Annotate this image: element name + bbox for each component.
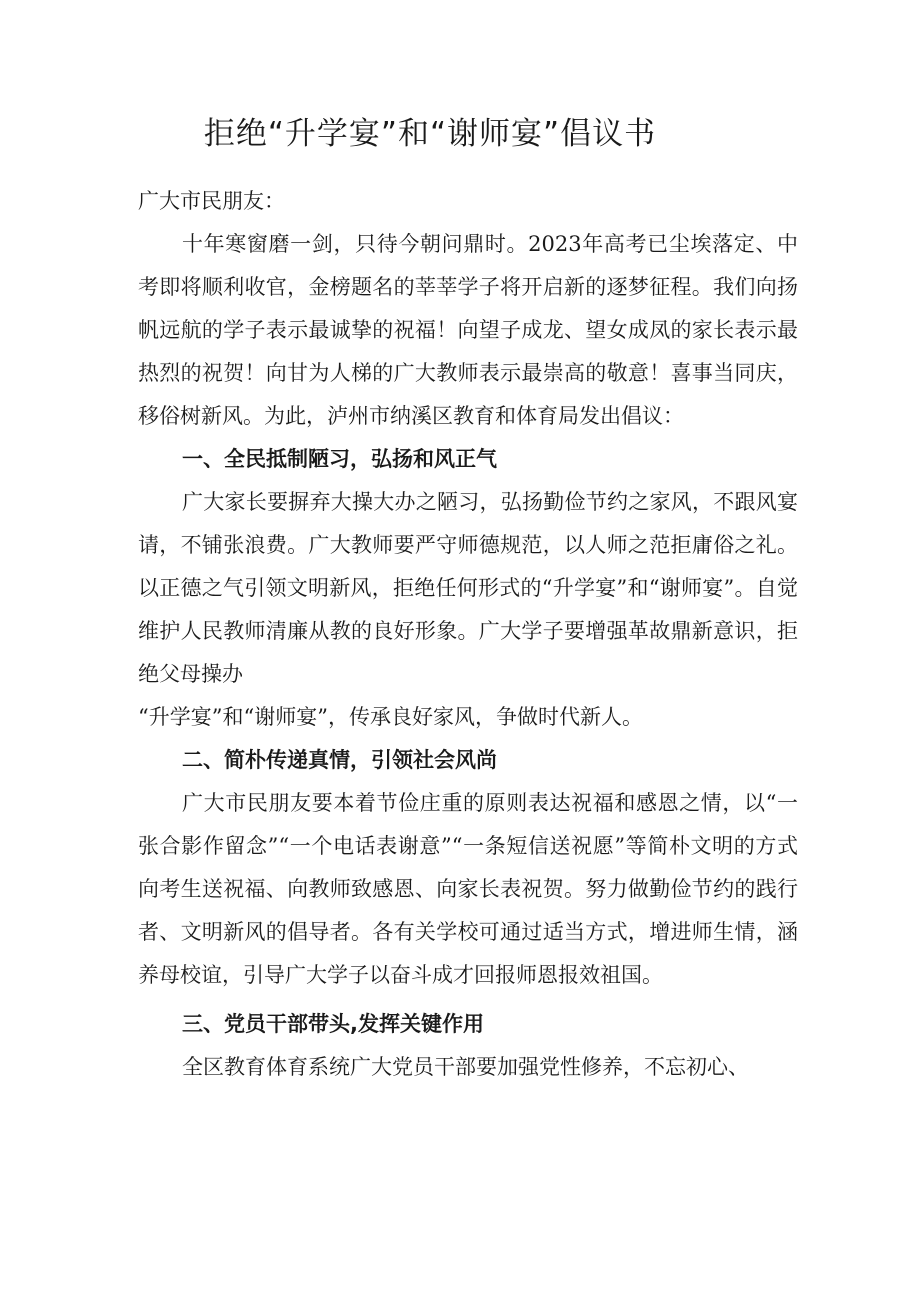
section-paragraph-1: 广大家长要摒弃大操大办之陋习，弘扬勤俭节约之家风，不跟风宴请，不铺张浪费。广大教师要严守师德规范，以人师之范拒庸俗之礼。以正德之气引领文明新风，拒绝任何形式的“升学宴”和“谢师宴”。自觉维护人民教师清廉从教的良好形象。广大学子要增强革故鼎新意识，拒绝父母操办	[138, 490, 798, 686]
section-heading-2: 二、简朴传递真情，引领社会风尚	[182, 748, 497, 772]
section-paragraph-2: 广大市民朋友要本着节俭庄重的原则表达祝福和感恩之情，以“一张合影作留念”“一个电话表谢意”“一条短信送祝愿”等简朴文明的方式向考生送祝福、向教师致感恩、向家长表祝贺。努力做勤俭节约的践行者、文明新风的倡导者。各有关学校可通过适当方式，增进师生情，涵养母校谊，引导广大学子以奋斗成才回报师恩报效祖国。	[138, 791, 798, 987]
salutation: 广大市民朋友：	[138, 189, 285, 213]
section-heading-1: 一、全民抵制陋习，弘扬和风正气	[182, 447, 497, 471]
section-heading-3: 三、党员干部带头,发挥关键作用	[182, 1012, 484, 1036]
section-paragraph-1-continued: “升学宴”和“谢师宴”，传承良好家风，争做时代新人。	[138, 705, 643, 729]
section-paragraph-3: 全区教育体育系统广大党员干部要加强党性修养，不忘初心、	[182, 1055, 749, 1079]
document-body	[138, 180, 798, 1089]
intro-paragraph: 十年寒窗磨一剑，只待今朝问鼎时。2023年高考已尘埃落定、中考即将顺利收官，金榜题名的莘莘学子将开启新的逐梦征程。我们向扬帆远航的学子表示最诚挚的祝福！向望子成龙、望女成凤的家长表示最热烈的祝贺！向甘为人梯的广大教师表示最崇高的敬意！喜事当同庆，移俗树新风。为此，泸州市纳溪区教育和体育局发出倡议：	[138, 232, 798, 428]
document-title: 拒绝“升学宴”和“谢师宴”倡议书	[203, 116, 657, 152]
